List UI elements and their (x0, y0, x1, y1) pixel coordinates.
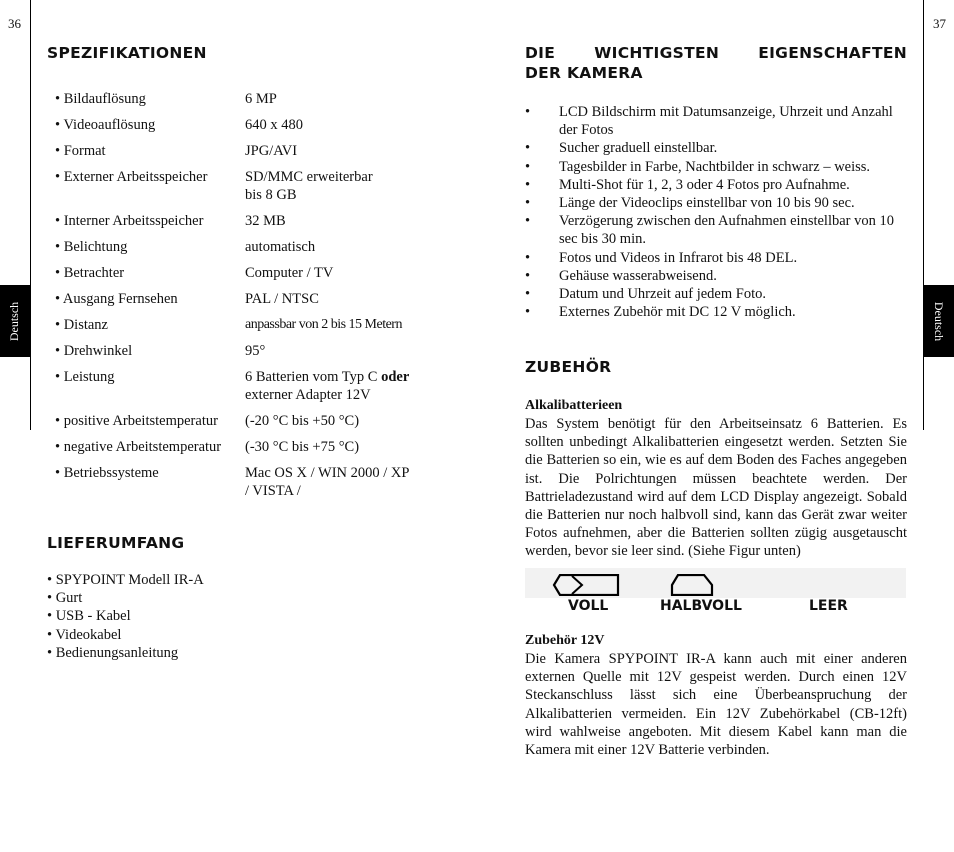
list-item (525, 139, 907, 157)
spec-row (55, 412, 435, 430)
spec-label: • negative Arbeitstemperatur (55, 439, 222, 455)
spec-label: • Interner Arbeitsspeicher (55, 213, 204, 229)
list-item-text: Multi-Shot für 1, 2, 3 oder 4 Fotos pro Aufnahme. (559, 176, 850, 193)
bullet: • (525, 286, 531, 303)
list-item (525, 194, 907, 212)
list-item: • Videokabel (47, 626, 122, 643)
spec-value: 32 MB (245, 213, 286, 229)
bullet: • (525, 249, 531, 266)
spec-row (55, 464, 435, 500)
spec-heading: SPEZIFIKATIONEN (47, 44, 207, 62)
spec-label: • Distanz (55, 317, 108, 333)
list-item: • Gurt (47, 590, 83, 607)
delivery-list (47, 571, 204, 662)
list-item-text: LCD Bildschirm mit Datumsanzeige, Uhrzeit und Anzahl der Fotos (559, 104, 893, 139)
spec-label: • Belichtung (55, 239, 128, 255)
spec-value-line: externer Adapter 12V (245, 387, 371, 403)
bullet: • (525, 140, 531, 157)
spec-row (55, 316, 435, 334)
spec-value: (-30 °C bis +75 °C) (245, 439, 360, 455)
page-number-right: 37 (933, 16, 946, 31)
spec-value: Computer / TV (245, 265, 334, 281)
spec-label: • Bildauflösung (55, 91, 146, 107)
list-item (525, 303, 907, 321)
spec-row (55, 264, 435, 282)
language-tab-right-label: Deutsch (932, 301, 947, 341)
spec-value-line: SD/MMC erweiterbar (245, 169, 373, 185)
accessories-heading: ZUBEHÖR (525, 358, 612, 376)
accessory12v-paragraph: Die Kamera SPYPOINT IR-A kann auch mit einer anderen externen Quelle mit 12V gespeist werden. Durch einen 12V Steckanschluss lässt sich eine Überbeanspruchung der Alkalibatterien vermeiden. Ein 12V Zubehörkabel (CB-12ft) wird wahlweise angeboten. Mit diesem Kabel kann man die Kamera mit einer 12V Batterie verbinden. (525, 651, 907, 759)
spec-row (55, 90, 435, 108)
accessory12v-title: Zubehör 12V (525, 633, 605, 648)
spec-row (55, 116, 435, 134)
spec-value-line: Mac OS X / WIN 2000 / XP (245, 465, 410, 481)
list-item (525, 103, 907, 139)
spec-label: • Betrachter (55, 265, 125, 281)
list-item (525, 212, 907, 248)
list-item (525, 267, 907, 285)
list-item-text: Datum und Uhrzeit auf jedem Foto. (559, 286, 766, 303)
spec-value-bold: oder (381, 369, 410, 385)
list-item (525, 158, 907, 176)
list-item: • USB - Kabel (47, 608, 131, 625)
spec-label: • positive Arbeitstemperatur (55, 413, 218, 429)
spec-value: automatisch (245, 239, 316, 255)
spec-row (55, 212, 435, 230)
spec-value-line (245, 368, 435, 386)
spec-label: • Leistung (55, 369, 115, 385)
list-item: • Bedienungsanleitung (47, 644, 179, 661)
list-item (525, 249, 907, 267)
list-item-text: Externes Zubehör mit DC 12 V möglich. (559, 304, 796, 321)
alkaline-title: Alkalibatterieen (525, 398, 623, 413)
delivery-heading: LIEFERUMFANG (47, 534, 185, 552)
features-heading (525, 44, 907, 82)
spec-row (55, 438, 435, 456)
spec-label: • Ausgang Fernsehen (55, 291, 178, 307)
margin-line-left (30, 0, 31, 430)
spec-value-line: bis 8 GB (245, 187, 297, 203)
spec-row (55, 368, 435, 404)
spec-label: • Drehwinkel (55, 343, 133, 359)
bullet: • (525, 158, 531, 175)
bullet: • (525, 267, 531, 284)
battery-half-icon (670, 574, 714, 596)
spec-table (55, 90, 435, 500)
features-list (525, 103, 907, 321)
list-item: • SPYPOINT Modell IR-A (47, 572, 204, 588)
features-heading-line1: DIE WICHTIGSTEN EIGENSCHAFTEN (525, 44, 907, 62)
bullet: • (525, 104, 531, 120)
list-item-text: Gehäuse wasserabweisend. (559, 267, 717, 284)
language-tab-left (0, 285, 30, 357)
list-item-text: Sucher graduell einstellbar. (559, 140, 718, 157)
spec-row (55, 238, 435, 256)
spec-row (55, 142, 435, 160)
spec-value: 95° (245, 343, 266, 359)
features-heading-line2: DER KAMERA (525, 64, 643, 82)
spec-row (55, 290, 435, 308)
spec-label: • Externer Arbeitsspeicher (55, 169, 208, 185)
spec-value: PAL / NTSC (245, 291, 319, 307)
list-item-text: Verzögerung zwischen den Aufnahmen einstellbar von 10 sec bis 30 min. (559, 213, 895, 248)
margin-line-right (923, 0, 924, 430)
bullet: • (525, 195, 531, 212)
battery-full-icon (552, 574, 622, 596)
language-tab-right (924, 285, 954, 357)
battery-label-empty: LEER (809, 598, 848, 614)
spec-value (245, 368, 435, 404)
list-item-text: Länge der Videoclips einstellbar von 10 bis 90 sec. (559, 195, 855, 212)
spec-value: 640 x 480 (245, 117, 303, 133)
spec-value: (-20 °C bis +50 °C) (245, 413, 360, 429)
bullet: • (525, 213, 531, 230)
battery-label-half: HALBVOLL (660, 598, 742, 614)
spec-value (245, 168, 435, 204)
spec-value: anpassbar von 2 bis 15 Metern (245, 317, 402, 332)
list-item-text: Tagesbilder in Farbe, Nachtbilder in schwarz – weiss. (559, 158, 871, 175)
page-number-left: 36 (8, 16, 21, 31)
bullet: • (525, 176, 531, 193)
spec-value-text: 6 Batterien vom Typ C (245, 369, 378, 385)
spec-row (55, 342, 435, 360)
spec-label: • Videoauflösung (55, 117, 156, 133)
spec-label: • Betriebssysteme (55, 465, 159, 481)
spec-value: JPG/AVI (245, 143, 298, 159)
battery-label-full: VOLL (568, 598, 609, 614)
spec-label: • Format (55, 143, 106, 159)
spec-value: 6 MP (245, 91, 277, 107)
spec-row (55, 168, 435, 204)
alkaline-paragraph: Das System benötigt für den Arbeitseinsatz 6 Batterien. Es sollten unbedingt Alkalibatterien eingesetzt werden. Setzten Sie die Batterien so ein, wie es auf dem Boden des Faches angegeben ist. Die Polrichtungen müssen beachtete werden. Der Battrieladezustand wird auf dem LCD Display angezeigt. Sobald die Batterien nur noch halbvoll sind, kann das Gerät zwar weiter Fotos aufnehmen, aber die Batterien sollten zügig ausgetauscht werden, bevor sie leer sind. (Siehe Figur unten) (525, 416, 907, 560)
list-item (525, 176, 907, 194)
language-tab-left-label: Deutsch (7, 301, 22, 341)
spec-value-line: / VISTA / (245, 483, 301, 499)
list-item-text: Fotos und Videos in Infrarot bis 48 DEL. (559, 249, 798, 266)
bullet: • (525, 304, 531, 321)
list-item (525, 285, 907, 303)
spec-value (245, 464, 435, 500)
